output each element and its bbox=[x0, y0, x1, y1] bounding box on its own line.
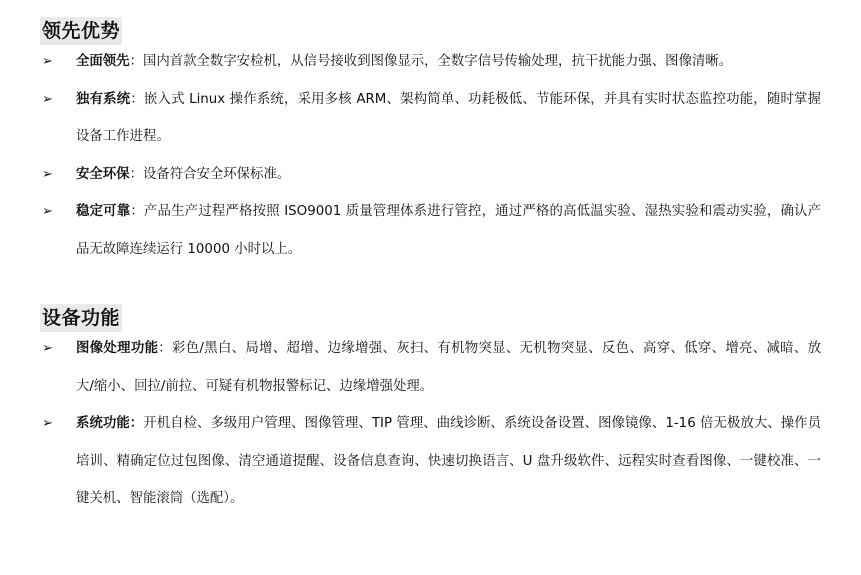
item-text: ：国内首款全数字安检机，从信号接收到图像显示，全数字信号传输处理，抗干扰能力强、图像清晰。 bbox=[129, 54, 733, 69]
item-text: 开机自检、多级用户管理、图像管理、TIP 管理、曲线诊断、系统设备设置、图像镜像、1-16 倍无极放大、操作员培训、精确定位过包图像、清空通道提醒、设备信息查询、快速切换语言、U 盘升级软件、远程实时查看图像、一键校准、一键关机、智能滚筒（选配）。 bbox=[76, 416, 822, 506]
item-term: 安全环保 bbox=[76, 166, 130, 182]
bullet-list bbox=[0, 43, 861, 268]
list-item bbox=[42, 193, 822, 268]
list-item bbox=[42, 156, 821, 194]
list-item bbox=[42, 43, 821, 81]
list-item bbox=[42, 330, 821, 405]
item-term: 稳定可靠 bbox=[76, 204, 131, 219]
item-term: 系统功能： bbox=[76, 416, 144, 431]
item-term: 独有系统 bbox=[76, 91, 131, 107]
list-item bbox=[42, 81, 822, 156]
arrow-bullet-icon: ➢ bbox=[42, 91, 53, 107]
item-text: ：嵌入式 Linux 操作系统，采用多核 ARM、架构简单、功耗极低、节能环保，并具有实时状态监控功能，随时掌握设备工作进程。 bbox=[76, 91, 822, 144]
arrow-bullet-icon: ➢ bbox=[42, 416, 53, 431]
section-title: 领先优势 bbox=[40, 17, 122, 45]
item-text: ：产品生产过程严格按照 ISO9001 质量管理体系进行管控，通过严格的高低温实验、湿热实验和震动实验，确认产品无故障连续运行 10000 小时以上。 bbox=[76, 204, 822, 257]
item-text: ：彩色/黑白、局增、超增、边缘增强、灰扫、有机物突显、无机物突显、反色、高穿、低穿、增亮、减暗、放大/缩小、回拉/前拉、可疑有机物报警标记、边缘增强处理。 bbox=[76, 341, 821, 394]
arrow-bullet-icon: ➢ bbox=[42, 166, 53, 182]
item-term: 图像处理功能 bbox=[76, 341, 159, 356]
item-text: ：设备符合安全环保标准。 bbox=[129, 166, 291, 182]
section-title: 设备功能 bbox=[40, 304, 122, 332]
item-term: 全面领先 bbox=[76, 54, 130, 69]
bullet-list bbox=[0, 330, 861, 518]
arrow-bullet-icon: ➢ bbox=[42, 54, 53, 69]
list-item bbox=[42, 405, 822, 518]
arrow-bullet-icon: ➢ bbox=[42, 204, 53, 219]
arrow-bullet-icon: ➢ bbox=[42, 341, 53, 356]
